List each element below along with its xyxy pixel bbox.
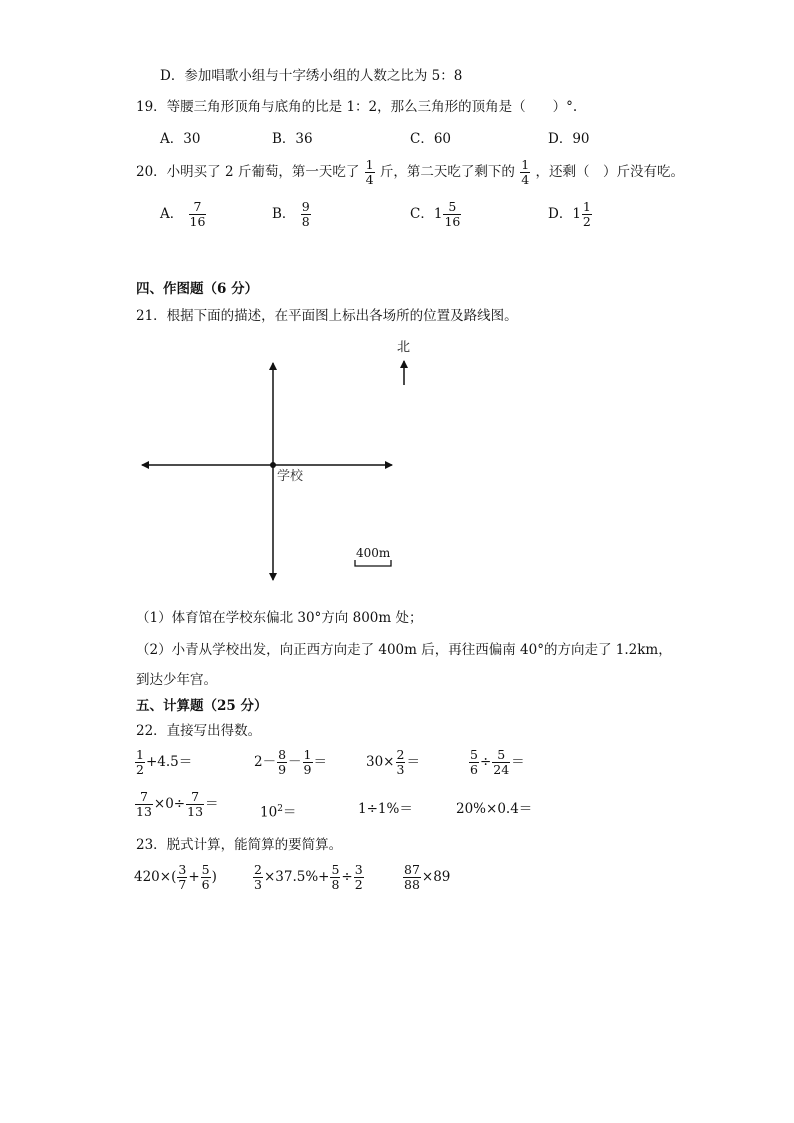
q21-item-2-line-1: （2）小青从学校出发，向正西方向走了 400m 后，再往西偏南 40°的方向走了 1.2km，	[136, 642, 672, 658]
q23-e2-mid-2: ÷	[341, 869, 353, 885]
q20-option-a-label: A．	[160, 206, 184, 222]
q20-stem-part-a: 20．小明买了 2 斤葡萄，第一天吃了	[136, 164, 360, 180]
q20-option-c-fraction: $\frac{5}{16}$	[444, 199, 461, 229]
q19-option-d: D．90	[548, 131, 590, 147]
q18-option-d: D．参加唱歌小组与十字绣小组的人数之比为 5：8	[160, 68, 463, 84]
q19-option-c: C．60	[410, 131, 452, 147]
q23-e1-lead: 420×(	[134, 869, 177, 885]
q20-fraction-2: $\frac{1}{4}$	[521, 157, 530, 187]
q23-e2-mid-1: ×37.5%+	[263, 869, 330, 885]
q23-expr-3	[402, 863, 450, 892]
q21-item-1: （1）体育馆在学校东偏北 30°方向 800m 处；	[136, 610, 423, 626]
q22-expr-8: 20%×0.4＝	[456, 801, 533, 817]
q20-stem	[136, 158, 684, 187]
q21-stem: 21．根据下面的描述，在平面图上标出各场所的位置及路线图。	[136, 308, 518, 324]
q23-e3-fraction: $\frac{87}{88}$	[404, 862, 420, 892]
q22-e5-rest: ＝	[205, 796, 219, 812]
q22-e4-rest: ＝	[511, 754, 525, 770]
q22-e1-fraction: $\frac{1}{2}$	[136, 747, 144, 777]
q22-expr-7: 1÷1%＝	[358, 801, 413, 817]
q19-option-a: A．30	[160, 131, 201, 147]
section-5-title: 五、计算题（25 分）	[136, 698, 268, 714]
q22-stem: 22．直接写出得数。	[136, 723, 262, 739]
q22-expr-2	[254, 748, 327, 777]
q22-e4-fraction-1: $\frac{5}{6}$	[470, 747, 478, 777]
q21-item-2-line-2: 到达少年宫。	[136, 672, 217, 688]
q23-expr-2	[252, 863, 365, 892]
q22-e2-lead: 2－	[254, 754, 277, 770]
q22-e6-exponent: 2	[277, 804, 283, 814]
q22-e3-rest: ＝	[406, 754, 420, 770]
scale-label: 400m	[356, 546, 391, 560]
q22-e5-mid: ×0÷	[153, 796, 186, 812]
q20-stem-part-c: ，还剩（ ）斤没有吃。	[535, 164, 684, 180]
q20-option-a	[160, 200, 207, 229]
q22-e4-fraction-2: $\frac{5}{24}$	[493, 747, 510, 777]
q22-expr-1	[134, 748, 192, 777]
q22-e2-fraction-1: $\frac{8}{9}$	[278, 747, 287, 777]
q22-e3-fraction: $\frac{2}{3}$	[396, 747, 405, 777]
section-4-title: 四、作图题（6 分）	[136, 281, 259, 297]
q23-e1-mid: +	[188, 869, 200, 885]
q23-e2-fraction-3: $\frac{3}{2}$	[354, 862, 363, 892]
q23-expr-1	[134, 863, 217, 892]
school-point	[270, 462, 276, 468]
q23-e2-fraction-2: $\frac{5}{8}$	[331, 862, 340, 892]
q22-expr-4	[468, 748, 525, 777]
q22-e6-rest: ＝	[282, 804, 297, 821]
q23-e1-fraction-2: $\frac{5}{6}$	[201, 862, 210, 892]
q20-option-c-label: C．	[410, 206, 434, 222]
q23-e1-rest: )	[211, 869, 217, 885]
q20-option-d-whole: 1	[572, 206, 581, 222]
q22-e3-lead: 30×	[366, 754, 395, 770]
q20-stem-part-b: 斤，第二天吃了剩下的	[379, 164, 515, 180]
q22-e2-rest: ＝	[313, 754, 327, 770]
q23-e3-rest: ×89	[421, 869, 451, 885]
q22-e5-fraction-2: $\frac{7}{13}$	[187, 789, 204, 819]
q20-option-b-fraction: $\frac{9}{8}$	[301, 199, 310, 229]
q23-stem: 23．脱式计算，能简算的要简算。	[136, 837, 343, 853]
q22-e5-fraction-1: $\frac{7}{13}$	[136, 789, 152, 819]
q22-e2-fraction-2: $\frac{1}{9}$	[303, 747, 312, 777]
q20-option-a-fraction: $\frac{7}{16}$	[189, 199, 206, 229]
q20-option-d-label: D．	[548, 206, 573, 222]
q20-option-b	[272, 200, 312, 229]
q20-option-c	[410, 200, 462, 229]
north-label: 北	[397, 340, 411, 355]
q22-expr-3	[366, 748, 420, 777]
q20-option-b-label: B．	[272, 206, 296, 222]
q20-option-c-whole: 1	[433, 206, 443, 222]
q22-e1-rest: +4.5＝	[145, 754, 193, 770]
q23-e1-fraction-1: $\frac{3}{7}$	[178, 862, 187, 892]
q23-e2-fraction-1: $\frac{2}{3}$	[254, 862, 262, 892]
q20-option-d-fraction: $\frac{1}{2}$	[582, 199, 591, 229]
q22-expr-5	[134, 790, 219, 819]
q20-fraction-1: $\frac{1}{4}$	[365, 157, 374, 187]
q20-option-d	[548, 200, 593, 229]
q22-e2-mid: －	[288, 754, 302, 770]
q22-expr-6	[260, 800, 296, 822]
school-label: 学校	[277, 469, 304, 484]
q19-option-b: B．36	[272, 131, 313, 147]
q22-e4-mid: ÷	[479, 754, 492, 770]
q22-e6-lead: 10	[260, 804, 278, 821]
scale-bar	[355, 560, 391, 566]
q19-stem: 19．等腰三角形顶角与底角的比是 1：2，那么三角形的顶角是（ ）°.	[136, 99, 578, 115]
